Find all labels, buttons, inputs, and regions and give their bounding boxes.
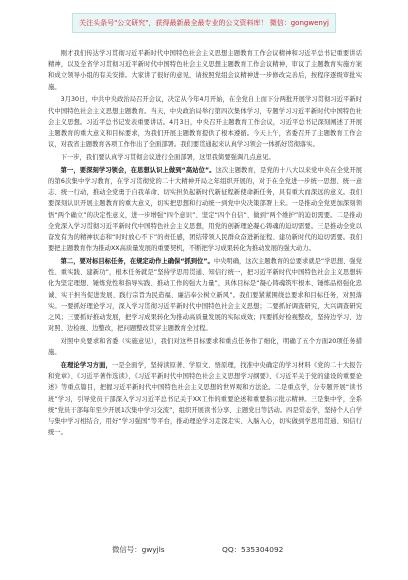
paragraph-point-2: 第二，要对标目标任务，在规定动作上确保“抓到位”。中央明确，这次主题教育的总要求就是“学思想、强党性、重实践、建新功”，根本任务就是“坚持学思用贯通、知信行统一，把习近平新时代中国特色社会主义思想转化为坚定理想、锤炼党性和指导实践、推动工作的强大力量”，具体目标是“凝心铸魂筑牢根本、锤炼品格强化忠诚、实干担当促进发展、践行宗旨为民造福、廉洁奉公树立新风”。我们要紧紧围绕总要求和目标任务，对照落实。一要抓好理论学习，深入学习贯彻习近平新时代中国特色社会主义思想；二要抓好调查研究，大兴调查研究之风；三要抓好推动发展，把学习成果转化为推动高质量发展的实际成效；四要抓好检视整改，坚持边学习、边对照、边检视、边整改，把问题整改贯穿主题教育全过程。 xyxy=(48,258,362,333)
theory-study-title: 在理论学习方面， xyxy=(60,362,112,370)
point-2-title: 第二，要对标目标任务，在规定动作上确保“抓到位”。 xyxy=(60,258,214,266)
paragraph-theory-study: 在理论学习方面，一是全面学，坚持读原著、学原文、悟原理，找准中央确定的学习材料《党的二十大报告和党章》、《习近平著作选读》、《习近平新时代中国特色社会主义思想学习纲要》、《习近平关于党的建设的重要论述》等重点篇目，把握习近平新时代中国特色社会主义思想的世界观和方法论。二是重点学，分专题开展“读书班”学习，引导党员干部深入学习习近平总书记关于XX工作的重要论述和重要指示批示精神。三是集中学，全系统“党员干部每年至少开展1次集中学习交流”，组织开展读书分享、主题党日等活动。四是常态学，坚持个人自学与集中学习相结合，用好“学习强国”等平台，推动理论学习走深走实、入脑入心，切实做到学思用贯通、知信行统一。 xyxy=(48,362,362,437)
paragraph-transition: 下一步，我们要认真学习贯彻会议进行全面部署，这里我简要强调几点意见。 xyxy=(60,154,275,162)
promo-banner xyxy=(72,13,336,33)
paragraph-background: 3月30日，中共中央政治局召开会议，决定从今年4月开始，在全党自上而下分两批开展学习贯彻习近平新时代中国特色社会主义思想主题教育。当天，中央政治局举行第四次集体学习，专题学习习近平新时代中国特色社会主义思想。习近平总书记发表重要讲话。4月3日，中央召开主题教育工作会议，习近平总书记深刻阐述了开展主题教育的重大意义和目标要求，为我们开展主题教育提供了根本遵循。今天上午，省委召开了主题教育工作会议，对我省主题教育各项工作作出了全面部署。我们要贯通起来认真学习领会一体抓好贯彻落实。 xyxy=(48,96,362,149)
qq-id: QQ：535304092 xyxy=(222,545,284,554)
paragraph-tasks: 对照中央要求和省委（实施意见），我们对这些目标要求和重点任务作了细化，明确了五个方面20项任务措施。 xyxy=(48,338,362,357)
wechat-id: 微信号：gwyjls xyxy=(112,545,165,554)
contact-footer xyxy=(0,543,408,557)
paragraph-intro: 刚才我们传达学习贯彻习近平新时代中国特色社会主义思想主题教育工作会议精神和习近平总书记重要讲话精神，以及全省学习贯彻习近平新时代中国特色社会主义思想主题教育工作会议精神，审议了主题教育实施方案和成立领导小组的有关安排。大家讲了很好的意见，请按照党组会议精神进一步修改完善后，按程序逐级审批实施。 xyxy=(48,50,362,91)
point-1-title: 第一，要深刻学习领会，在思想认识上做到“高站位”。 xyxy=(60,166,216,174)
promo-banner-text: 关注头条号"公文研究"，获得最新最全最专业的公文资料库！ 微信：gongwenyj xyxy=(79,19,329,27)
paragraph-point-1: 第一，要深刻学习领会，在思想认识上做到“高站位”。这次主题教育，是党的十八大以来党中央在全党开展的第6次集中学习教育，在学习贯彻党的二十大精神开局之年组织开展的，对于在全党进一步统一思想、统一意志、统一行动，推动全党勇于自我革命、切实担负起新时代新征程新使命新任务，具有重大而深远的意义。我们要深刻认识开展主题教育的重大意义，切实把思想和行动统一到党中央决策部署上来。一是推动全党更加深刻领悟“两个确立”的决定性意义，进一步增强“四个意识”、坚定“四个自信”、做到“两个维护”的迫切需要。二是推动全党深入学习贯彻习近平新时代中国特色社会主义思想，用党的创新理论凝心铸魂的迫切需要。三是推动全党以奋发有为的精神状态和“时时放心不下”的责任感，团结带领人民群众奋进新征程、建功新时代的迫切需要。我们要把主题教育作为推动XX高质量发展的重要契机，不断把学习成果转化为推动发展的强大动力。 xyxy=(48,166,362,253)
document-body xyxy=(48,48,362,532)
